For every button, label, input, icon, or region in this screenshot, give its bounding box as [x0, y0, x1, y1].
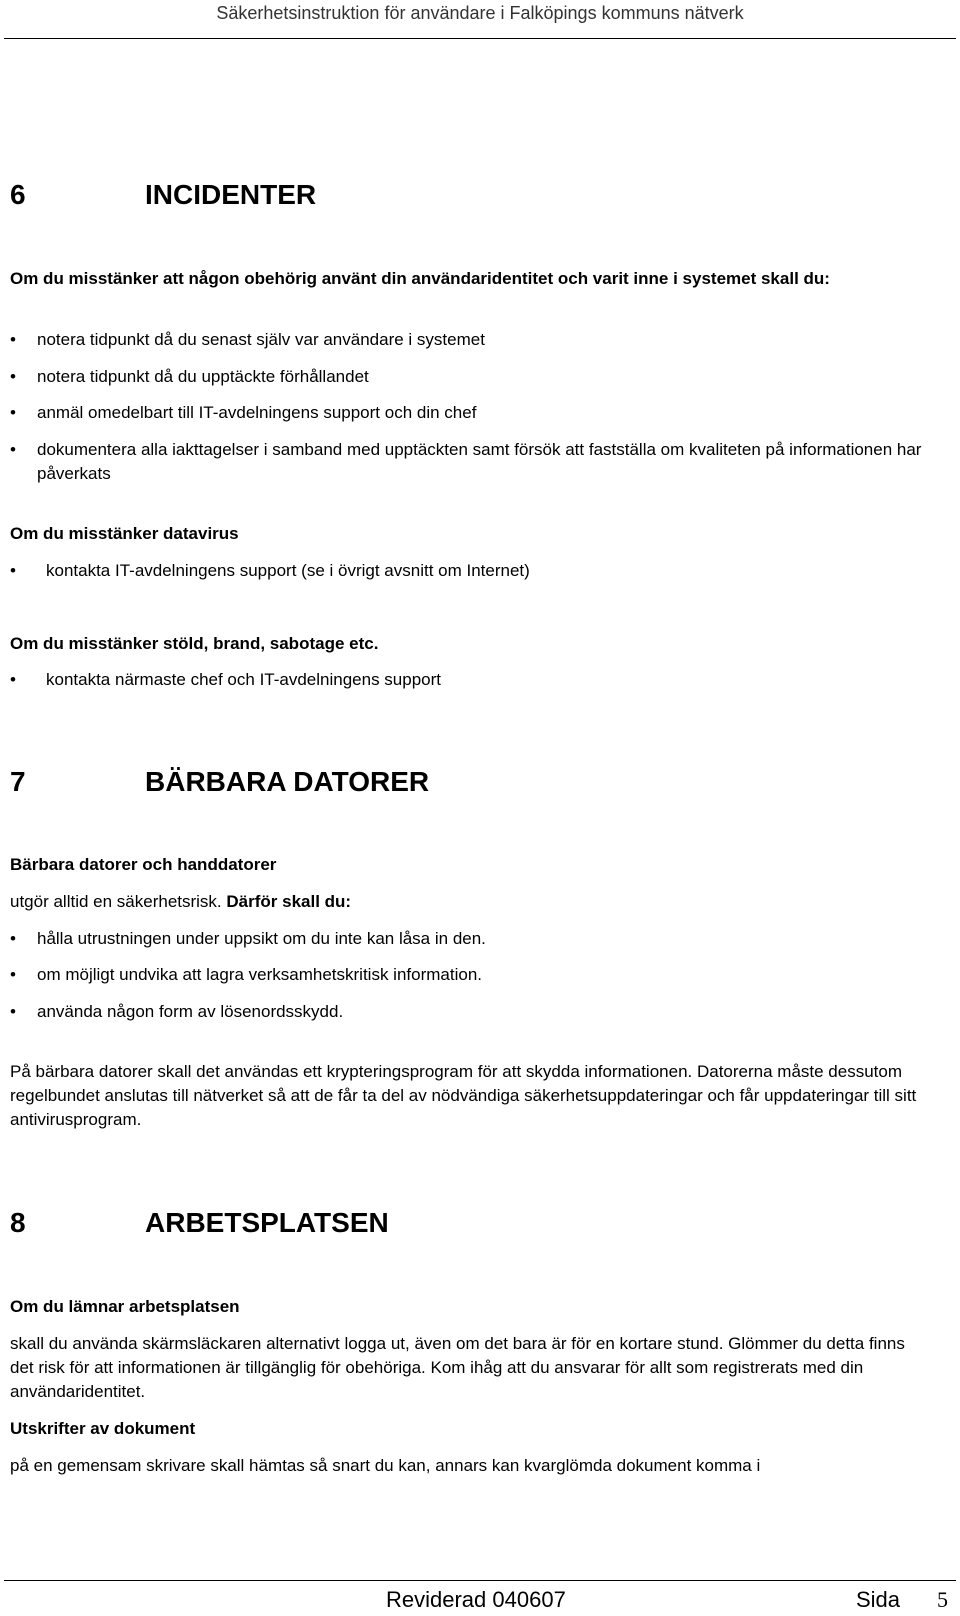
theft-heading: Om du misstänker stöld, brand, sabotage etc. — [10, 634, 379, 653]
printouts-heading: Utskrifter av dokument — [10, 1419, 196, 1438]
list-item: • hålla utrustningen under uppsikt om du inte kan låsa in den. — [10, 927, 930, 951]
list-item: • anmäl omedelbart till IT-avdelningens support och din chef — [10, 401, 930, 425]
footer-divider — [4, 1580, 956, 1581]
list-item: • kontakta IT-avdelningens support (se i övrigt avsnitt om Internet) — [10, 559, 930, 583]
list-item: • notera tidpunkt då du upptäckte förhållandet — [10, 365, 930, 389]
portable-risk-line: utgör alltid en säkerhetsrisk. Därför skall du: — [10, 892, 352, 911]
leave-workplace-heading: Om du lämnar arbetsplatsen — [10, 1297, 240, 1316]
bullet-icon: • — [10, 403, 16, 422]
page-footer — [0, 1583, 960, 1616]
list-item: • dokumentera alla iakttagelser i samband med upptäckten samt försök att fastställa om kvaliteten på informationen har påverkats — [10, 440, 922, 483]
bullet-icon: • — [10, 1002, 16, 1021]
section-title: BÄRBARA DATORER — [145, 766, 430, 797]
section-number: 6 — [10, 179, 26, 210]
bullet-icon: • — [10, 929, 16, 948]
section-number: 7 — [10, 766, 26, 797]
bullet-icon: • — [10, 561, 16, 580]
bullet-icon: • — [10, 330, 16, 349]
bullet-icon: • — [10, 670, 16, 689]
page-label: Sida — [856, 1587, 901, 1612]
list-item: • kontakta närmaste chef och IT-avdelningens support — [10, 668, 930, 692]
leave-workplace-paragraph: skall du använda skärmsläckaren alternativt logga ut, även om det bara är för en kortare stund. Glömmer du detta finns det risk för att informationen är tillgänglig för obehöriga. Kom ihåg att du ansvarar för allt som registrerats med din användaridentitet. — [10, 1334, 905, 1401]
section-7-heading — [10, 764, 429, 800]
section-number: 8 — [10, 1207, 26, 1238]
section-6-heading — [10, 177, 316, 213]
incident-intro: Om du misstänker att någon obehörig använt din användaridentitet och varit inne i systemet skall du: — [10, 269, 830, 288]
list-item: • notera tidpunkt då du senast själv var användare i systemet — [10, 328, 930, 352]
list-item: • om möjligt undvika att lagra verksamhetskritisk information. — [10, 963, 930, 987]
page-number: 5 — [937, 1587, 948, 1612]
list-item: • använda någon form av lösenordsskydd. — [10, 1000, 930, 1024]
section-title: INCIDENTER — [145, 179, 317, 210]
section-8-heading — [10, 1205, 389, 1241]
bullet-icon: • — [10, 965, 16, 984]
encryption-paragraph: På bärbara datorer skall det användas ett krypteringsprogram för att skydda informationen. Datorerna måste dessutom regelbundet anslutas till nätverket så att de får ta del av nödvändiga säkerhetsuppdateringar och får uppdateringar till sitt antivirusprogram. — [10, 1062, 917, 1129]
header-divider — [4, 38, 956, 39]
bullet-icon: • — [10, 367, 16, 386]
virus-heading: Om du misstänker datavirus — [10, 524, 239, 543]
printouts-paragraph: på en gemensam skrivare skall hämtas så snart du kan, annars kan kvarglömda dokument komma i — [10, 1456, 761, 1475]
running-header: Säkerhetsinstruktion för användare i Falköpings kommuns nätverk — [216, 3, 744, 23]
revision-label: Reviderad 040607 — [386, 1587, 566, 1612]
bullet-icon: • — [10, 440, 16, 459]
section-title: ARBETSPLATSEN — [145, 1207, 389, 1238]
portable-subheading: Bärbara datorer och handdatorer — [10, 855, 277, 874]
